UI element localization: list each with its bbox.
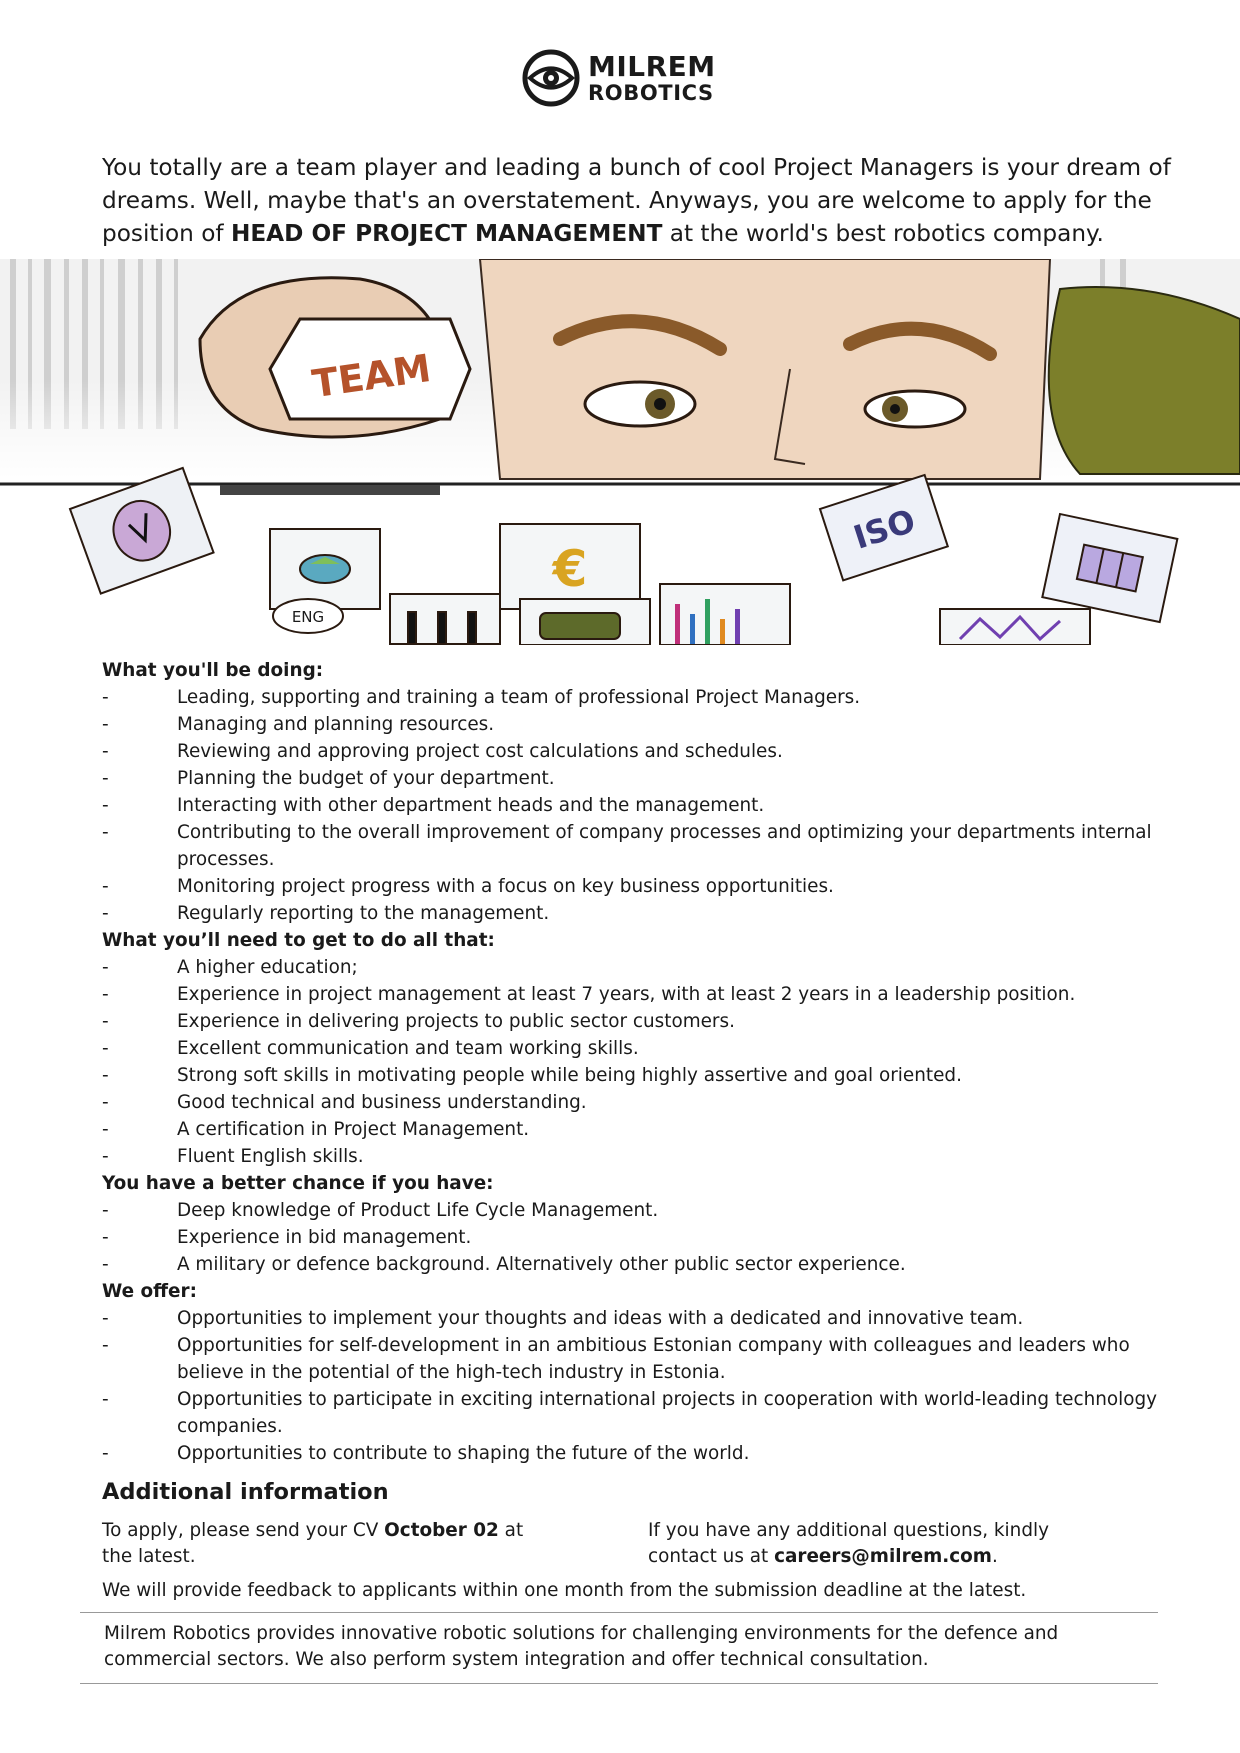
feedback-note: We will provide feedback to applicants within one month from the submission deadline at the latest. [102,1580,1027,1601]
section-advantages [102,1170,1162,1278]
list-item [102,1062,1162,1089]
list-item-text: Experience in project management at least 7 years, with at least 2 years in a leadership position. [177,984,1076,1005]
list-item [102,981,1162,1008]
apply-text-after: at the latest. [102,1520,524,1567]
list-item-text: Strong soft skills in motivating people while being highly assertive and goal oriented. [177,1065,962,1086]
dash-marker: - [102,1227,109,1248]
section-heading: What you’ll need to get to do all that: [102,930,495,951]
dash-marker: - [102,957,109,978]
list-item-text: Monitoring project progress with a focus on key business opportunities. [177,876,834,897]
list-item-text: A higher education; [177,957,358,978]
milrem-eye-logo-icon [522,49,580,107]
dash-marker: - [102,984,109,1005]
dash-marker: - [102,1038,109,1059]
list-item [102,792,1162,819]
list-item [102,954,1162,981]
speech-bubble [273,599,343,633]
dash-marker: - [102,1335,109,1356]
list-item [102,684,1162,711]
list-item-text: Fluent English skills. [177,1146,364,1167]
list-item [102,1197,1162,1224]
list-item [102,738,1162,765]
offer-list [102,1305,1162,1467]
list-item [102,1143,1162,1170]
company-about: Milrem Robotics provides innovative robotic solutions for challenging environments for the defence and commercial sectors. We also perform system integration and offer technical consultation. [104,1623,1059,1670]
list-item [102,1035,1162,1062]
puzzle-piece-bars [660,584,790,645]
list-item-text: Experience in bid management. [177,1227,472,1248]
dash-marker: - [102,1092,109,1113]
dash-marker: - [102,1254,109,1275]
dash-marker: - [102,1389,109,1410]
list-item-text: Deep knowledge of Product Life Cycle Management. [177,1200,659,1221]
section-requirements [102,927,1162,1170]
list-item [102,819,1162,873]
doing-list [102,684,1162,927]
section-heading: You have a better chance if you have: [102,1173,494,1194]
dash-marker: - [102,1308,109,1329]
intro-text-after: at the world's best robotics company. [662,220,1104,247]
list-item-text: Opportunities to implement your thoughts and ideas with a dedicated and innovative team. [177,1308,1024,1329]
section-offer [102,1278,1162,1467]
list-item [102,1440,1162,1467]
dash-marker: - [102,1011,109,1032]
company-logo [522,48,716,108]
requirements-list [102,954,1162,1170]
list-item [102,1251,1162,1278]
job-description [102,657,1162,1467]
iso-label: ISO [848,501,920,557]
list-item-text: Leading, supporting and training a team of professional Project Managers. [177,687,861,708]
dash-marker: - [102,876,109,897]
puzzle-piece-clock [70,468,214,594]
puzzle-piece-euro [500,524,640,609]
puzzle-piece-iso [820,475,948,580]
list-item-text: Excellent communication and team working skills. [177,1038,639,1059]
list-item-text: Planning the budget of your department. [177,768,555,789]
dash-marker: - [102,903,109,924]
contact-email-link[interactable]: careers@milrem.com [774,1546,992,1567]
team-label: TEAM [309,345,434,407]
dash-marker: - [102,795,109,816]
list-item-text: Managing and planning resources. [177,714,495,735]
eng-label: ENG [291,608,325,626]
puzzle-piece-people [390,594,500,644]
list-item-text: Contributing to the overall improvement of company processes and optimizing your departments internal processes. [177,822,1152,870]
contact-info [648,1518,1088,1570]
list-item-text: Good technical and business understanding. [177,1092,587,1113]
position-title: HEAD OF PROJECT MANAGEMENT [230,220,663,247]
apply-deadline: October 02 [384,1520,499,1541]
list-item [102,1116,1162,1143]
divider-bottom [80,1683,1158,1684]
puzzle-piece-window [1042,514,1177,622]
section-heading: We offer: [102,1281,197,1302]
apply-text-before: To apply, please send your CV [102,1520,385,1541]
list-item [102,711,1162,738]
intro-paragraph [102,151,1172,250]
logo-name: MILREM [588,49,716,83]
dash-marker: - [102,741,109,762]
list-item [102,1008,1162,1035]
green-sleeve [1049,287,1240,474]
list-item [102,900,1162,927]
logo-subname: ROBOTICS [588,80,714,105]
contact-text-after: . [991,1546,998,1567]
dash-marker: - [102,1443,109,1464]
list-item-text: A military or defence background. Alternatively other public sector experience. [177,1254,906,1275]
list-item-text: Opportunities for self-development in an ambitious Estonian company with colleagues and leaders who believe in the potential of the high-tech industry in Estonia. [177,1335,1130,1383]
dash-marker: - [102,687,109,708]
list-item [102,1089,1162,1116]
contact-text-before: If you have any additional questions, kindly contact us at [648,1520,1049,1567]
section-doing [102,657,1162,927]
list-item-text: Opportunities to contribute to shaping the future of the world. [177,1443,750,1464]
puzzle-piece-graph [940,609,1090,645]
puzzle-piece-chart [270,529,380,609]
euro-symbol: € [552,540,588,598]
list-item-text: Opportunities to participate in exciting international projects in cooperation with world-leading technology companies. [177,1389,1158,1437]
list-item-text: Reviewing and approving project cost calculations and schedules. [177,741,783,762]
dash-marker: - [102,822,109,843]
dash-marker: - [102,768,109,789]
list-item [102,1386,1162,1440]
list-item [102,1332,1162,1386]
dash-marker: - [102,1200,109,1221]
list-item [102,765,1162,792]
list-item-text: Regularly reporting to the management. [177,903,550,924]
list-item [102,1224,1162,1251]
additional-info-heading: Additional information [102,1479,389,1505]
dash-marker: - [102,1065,109,1086]
list-item [102,1305,1162,1332]
section-heading: What you'll be doing: [102,660,324,681]
face-drawing [480,259,1050,479]
apply-instructions [102,1518,542,1570]
intro-text-before: You totally are a team player and leading a bunch of cool Project Managers is your dream of dreams. Well, maybe that's an overstatement. Anyways, you are welcome to apply for the position of [102,154,1171,247]
list-item-text: A certification in Project Management. [177,1119,530,1140]
dash-marker: - [102,714,109,735]
list-item-text: Experience in delivering projects to public sector customers. [177,1011,735,1032]
advantages-list [102,1197,1162,1278]
header-illustration [0,259,1240,645]
list-item [102,873,1162,900]
dash-marker: - [102,1146,109,1167]
dash-marker: - [102,1119,109,1140]
list-item-text: Interacting with other department heads and the management. [177,795,765,816]
puzzle-piece-vehicle [520,599,650,645]
divider-top [80,1612,1158,1613]
